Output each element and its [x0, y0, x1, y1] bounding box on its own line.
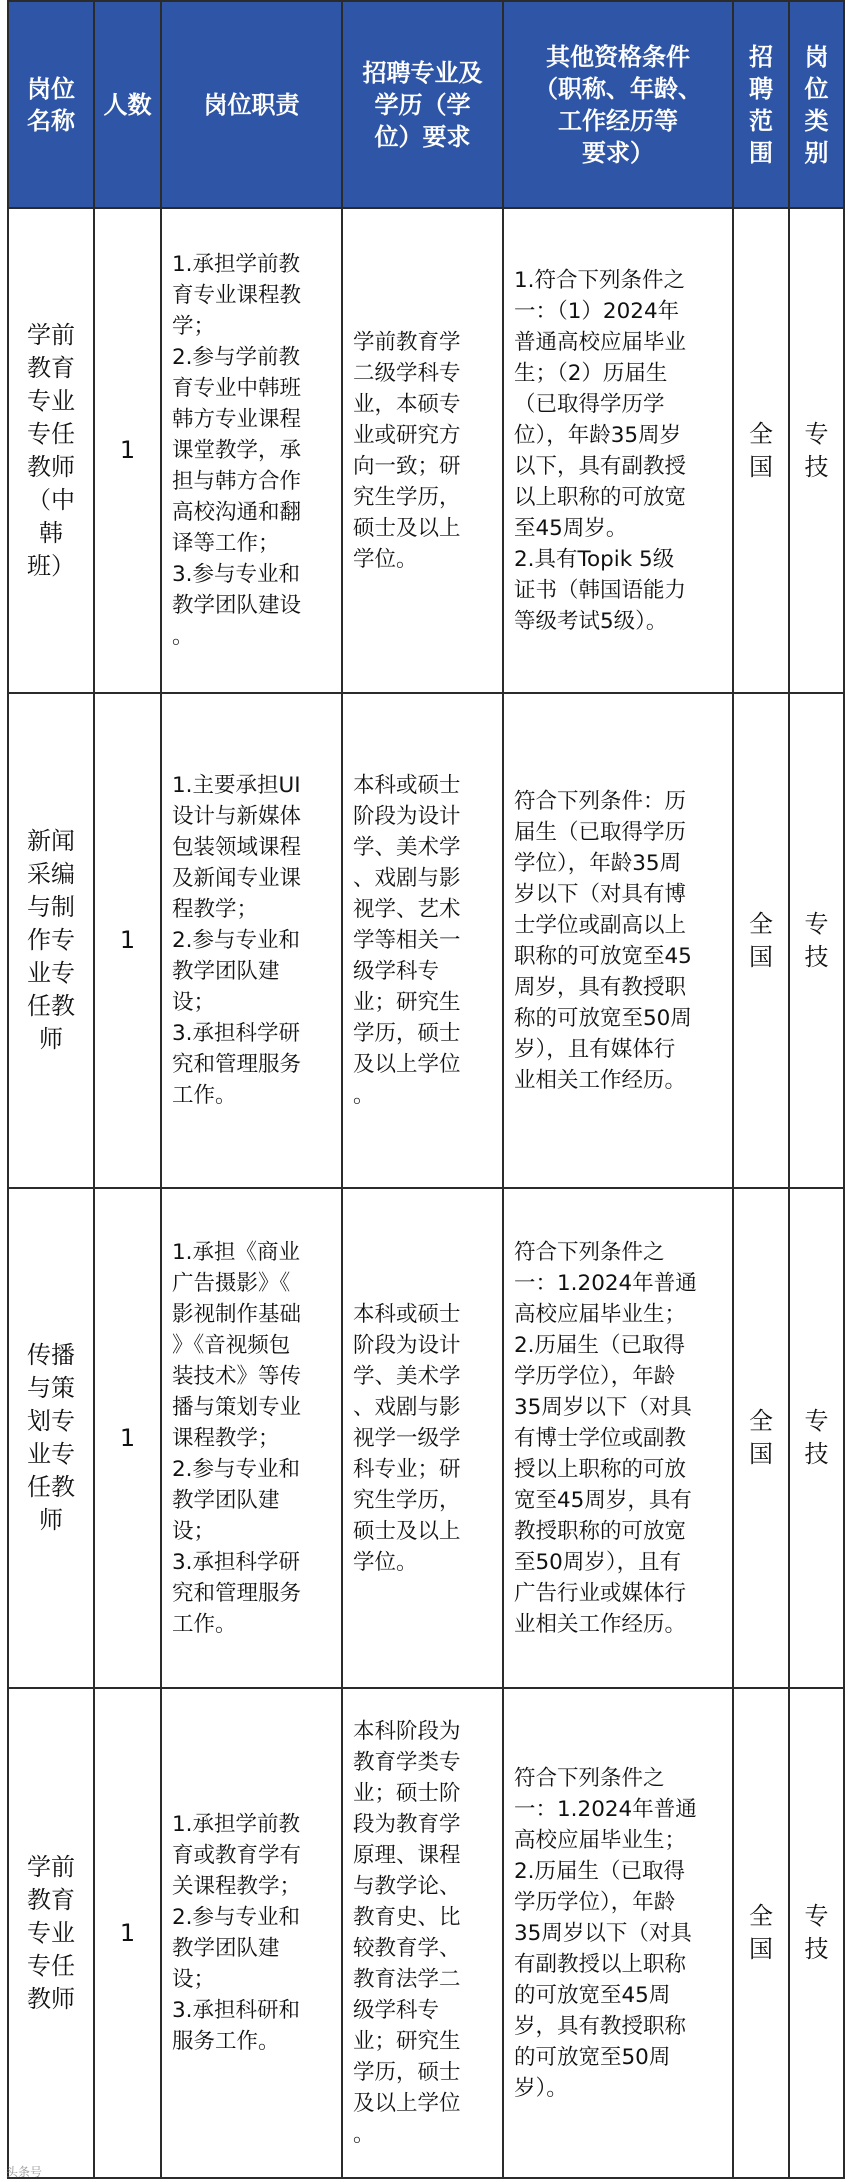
other-requirements-cell: 符合下列条件之 一：1.2024年普通 高校应届毕业生； 2.历届生（已取得 学历学位），年龄 35周岁以下（对具 有副教授以上职称 的可放宽至45周 岁，具有教授职称 的可放宽至50周 岁）。: [503, 1688, 733, 2178]
duties-cell: 1.承担学前教 育或教育学有 关课程教学； 2.参与专业和 教学团队建 设； 3.承担科研和 服务工作。: [161, 1688, 342, 2178]
table-row: [8, 693, 844, 1188]
header-count: 人数: [94, 1, 161, 208]
duties-cell: 1.承担学前教 育专业课程教 学； 2.参与学前教 育专业中韩班 韩方专业课程 课堂教学，承 担与韩方合作 高校沟通和翻 译等工作； 3.参与专业和 教学团队建设 。: [161, 208, 342, 693]
major-cell: 本科或硕士 阶段为设计 学、美术学 、戏剧与影 视学、艺术 学等相关一 级学科专 业；研究生 学历，硕士 及以上学位 。: [342, 693, 503, 1188]
table-row: [8, 1188, 844, 1688]
scope-cell: 全 国: [733, 693, 789, 1188]
position-cell: 学前 教育 专业 专任 教师 （中 韩 班）: [8, 208, 94, 693]
other-requirements-cell: 符合下列条件：历 届生（已取得学历 学位），年龄35周 岁以下（对具有博 士学位或副高以上 职称的可放宽至45 周岁，具有教授职 称的可放宽至50周 岁），且有媒体行 业相关工作经历。: [503, 693, 733, 1188]
scope-cell: 全 国: [733, 1688, 789, 2178]
table-row: [8, 1688, 844, 2178]
header-position: 岗位 名称: [8, 1, 94, 208]
category-cell: 专 技: [789, 1188, 844, 1688]
position-cell: 新闻 采编 与制 作专 业专 任教 师: [8, 693, 94, 1188]
position-cell: 传播 与策 划专 业专 任教 师: [8, 1188, 94, 1688]
other-requirements-cell: 符合下列条件之 一：1.2024年普通 高校应届毕业生； 2.历届生（已取得 学历学位），年龄 35周岁以下（对具 有博士学位或副教 授以上职称的可放 宽至45周岁，具有 教授职称的可放宽 至50周岁），且有 广告行业或媒体行 业相关工作经历。: [503, 1188, 733, 1688]
header-major: 招聘专业及 学历（学 位）要求: [342, 1, 503, 208]
recruitment-table: [7, 0, 845, 2179]
major-cell: 学前教育学 二级学科专 业，本硕专 业或研究方 向一致；研 究生学历， 硕士及以上 学位。: [342, 208, 503, 693]
table-row: [8, 208, 844, 693]
count-cell: 1: [94, 1688, 161, 2178]
other-requirements-cell: 1.符合下列条件之 一：（1）2024年 普通高校应届毕业 生；（2）历届生 （已取得学历学 位），年龄35周岁 以下，具有副教授 以上职称的可放宽 至45周岁。 2.具有Topik 5级 证书（韩国语能力 等级考试5级）。: [503, 208, 733, 693]
duties-cell: 1.主要承担UI 设计与新媒体 包装领域课程 及新闻专业课 程教学； 2.参与专业和 教学团队建 设； 3.承担科学研 究和管理服务 工作。: [161, 693, 342, 1188]
category-cell: 专 技: [789, 1688, 844, 2178]
header-category: 岗 位 类 别: [789, 1, 844, 208]
major-cell: 本科或硕士 阶段为设计 学、美术学 、戏剧与影 视学一级学 科专业；研 究生学历， 硕士及以上 学位。: [342, 1188, 503, 1688]
header-scope: 招 聘 范 围: [733, 1, 789, 208]
header-other-requirements: 其他资格条件 （职称、年龄、 工作经历等 要求）: [503, 1, 733, 208]
scope-cell: 全 国: [733, 1188, 789, 1688]
category-cell: 专 技: [789, 208, 844, 693]
major-cell: 本科阶段为 教育学类专 业；硕士阶 段为教育学 原理、课程 与教学论、 教育史、比 较教育学、 教育法学二 级学科专 业；研究生 学历，硕士 及以上学位 。: [342, 1688, 503, 2178]
header-duties: 岗位职责: [161, 1, 342, 208]
category-cell: 专 技: [789, 693, 844, 1188]
watermark: 头条号: [6, 2165, 43, 2179]
duties-cell: 1.承担《商业 广告摄影》《 影视制作基础 》《音视频包 装技术》等传 播与策划专业 课程教学； 2.参与专业和 教学团队建 设； 3.承担科学研 究和管理服务 工作。: [161, 1188, 342, 1688]
position-cell: 学前 教育 专业 专任 教师: [8, 1688, 94, 2178]
count-cell: 1: [94, 208, 161, 693]
header-row: [8, 1, 844, 208]
scope-cell: 全 国: [733, 208, 789, 693]
count-cell: 1: [94, 1188, 161, 1688]
count-cell: 1: [94, 693, 161, 1188]
